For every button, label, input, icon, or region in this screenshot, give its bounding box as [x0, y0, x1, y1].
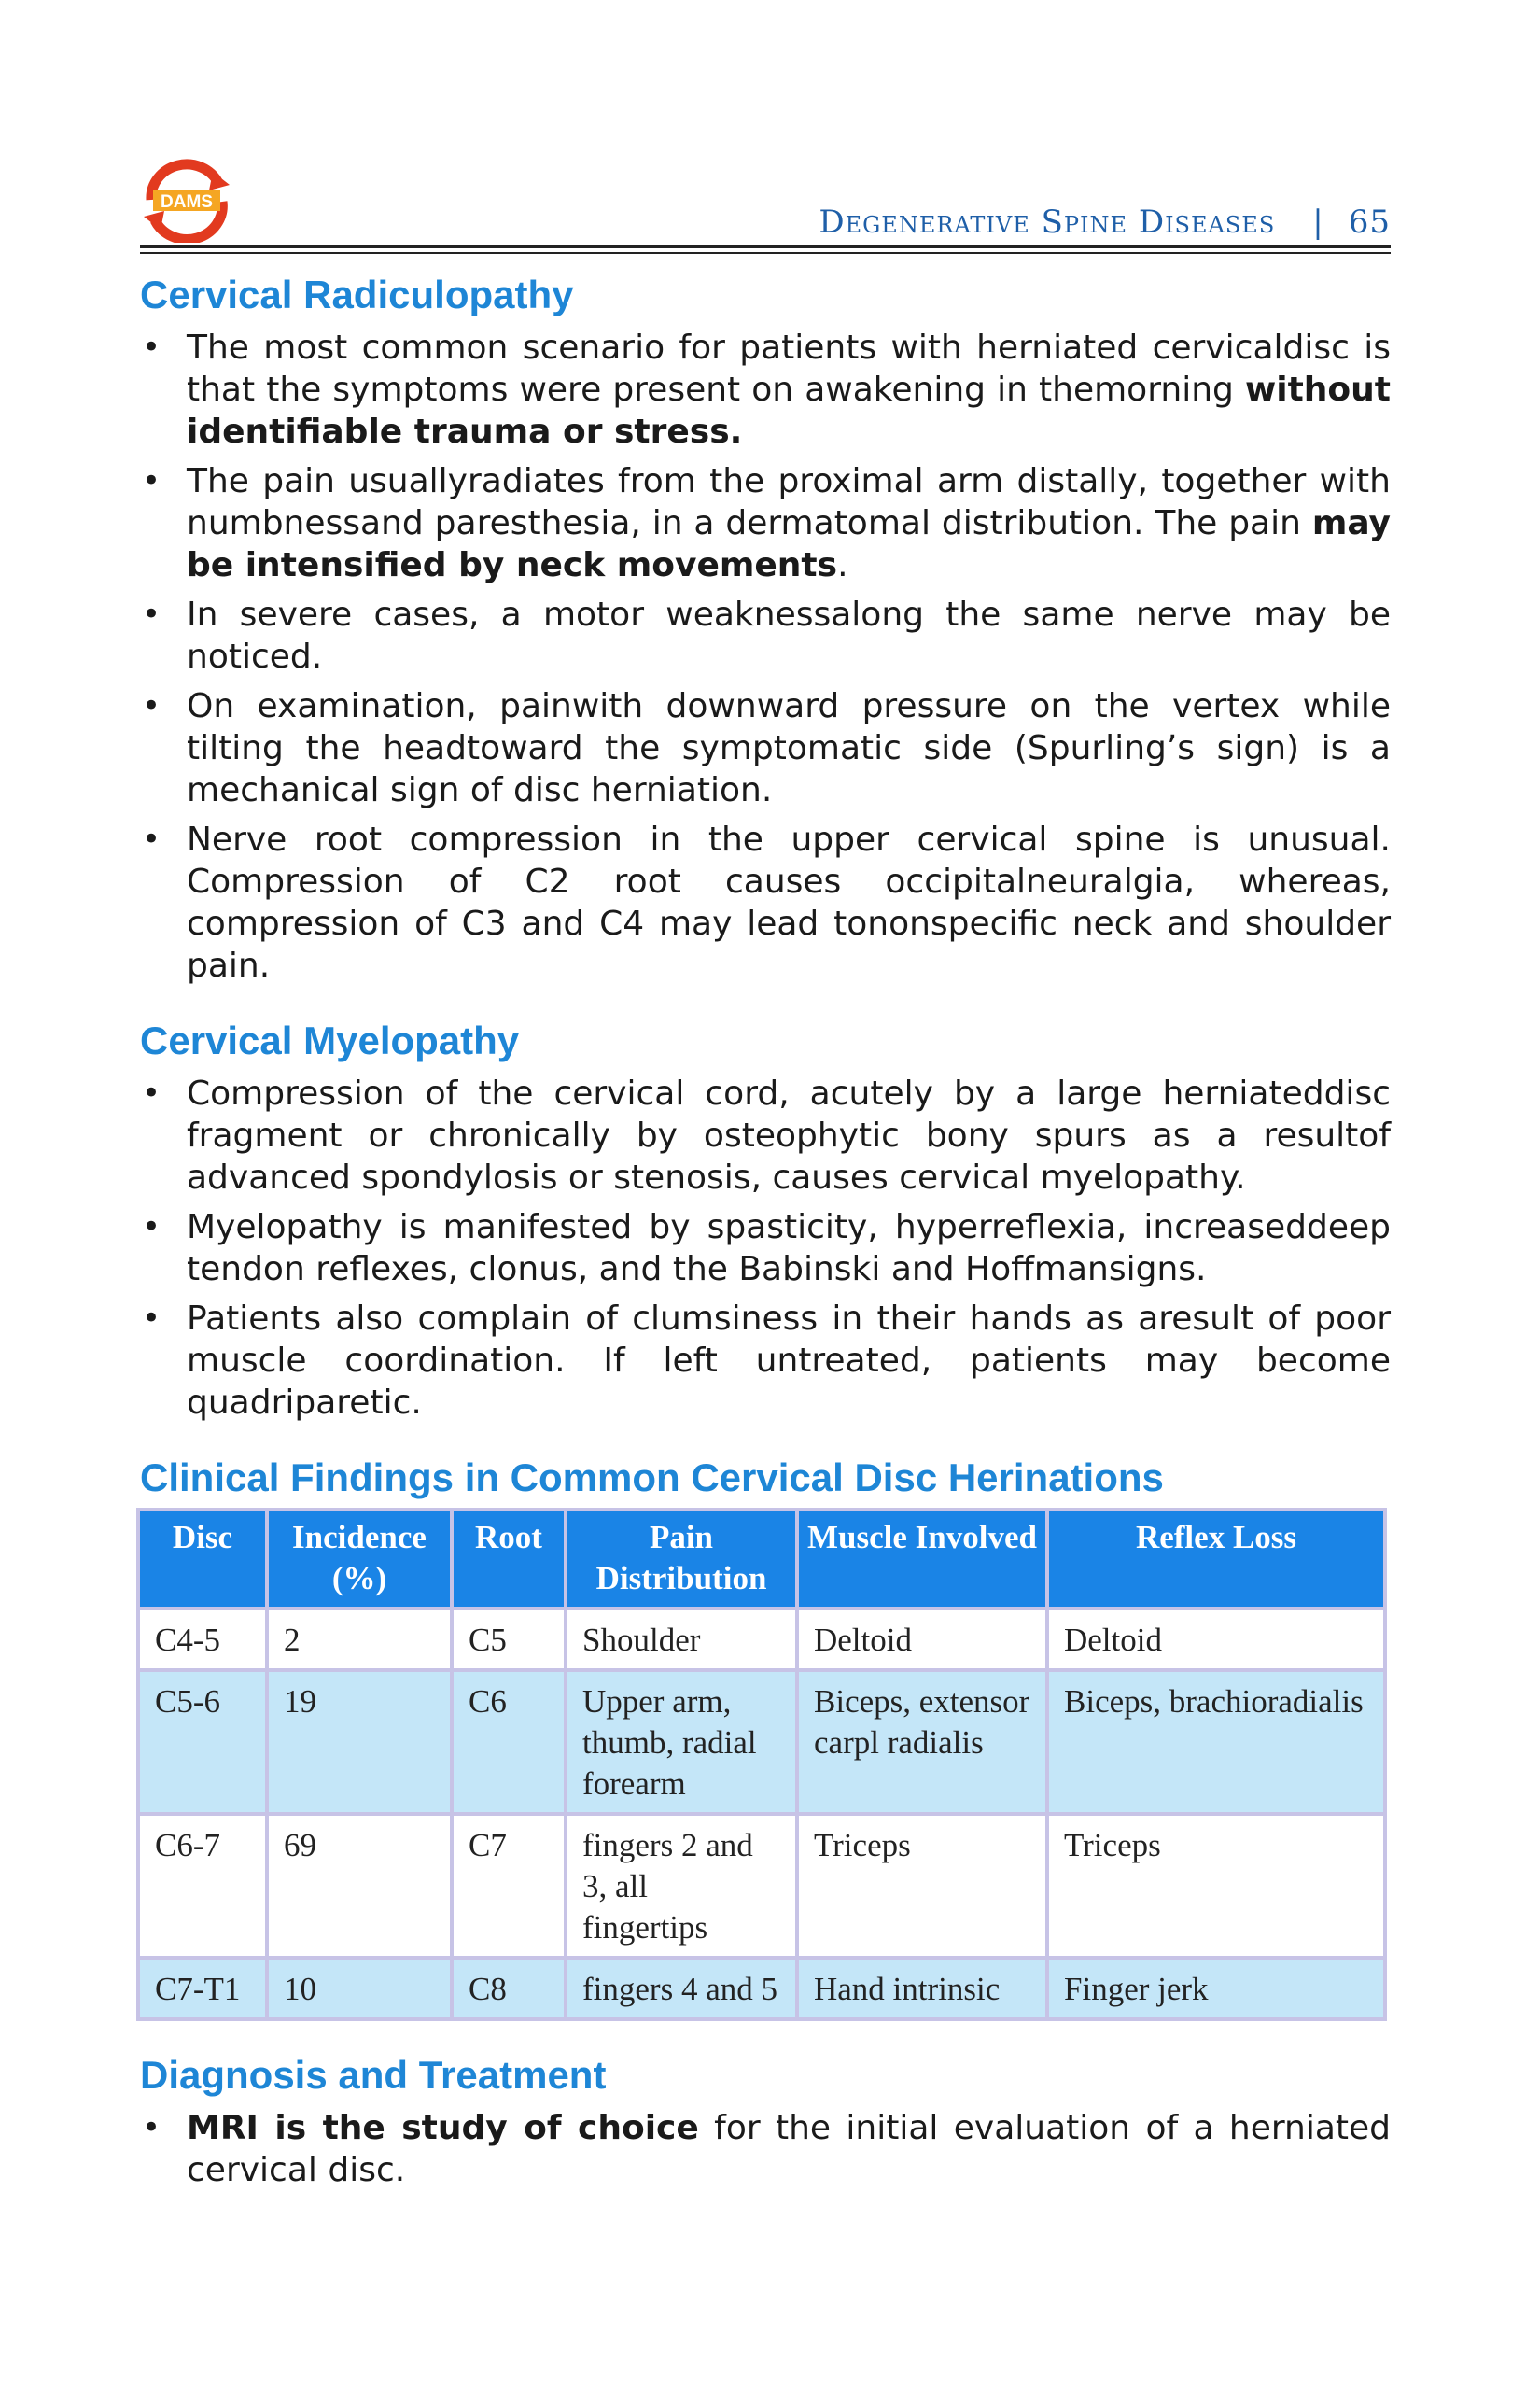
table-row: [140, 1816, 1383, 1956]
bullet-tail: .: [837, 546, 848, 584]
header-incidence: Incidence (%): [269, 1511, 450, 1607]
cell-incidence: 19: [269, 1672, 450, 1812]
bullet-text: In severe cases, a motor weaknessalong the same nerve may be noticed.: [187, 596, 1391, 676]
separator: |: [1312, 204, 1324, 241]
list-item: [140, 1073, 1391, 1199]
cell-disc: C4-5: [140, 1610, 265, 1668]
page-number: 65: [1348, 204, 1391, 241]
bullet-text: Myelopathy is manifested by spasticity, hyperreflexia, increaseddeep tendon reflexes, clonus, and the Babinski and Hoffmansigns.: [187, 1208, 1391, 1288]
cell-pain: Shoulder: [567, 1610, 795, 1668]
header-rule-thin: [140, 252, 1391, 254]
cell-incidence: 10: [269, 1960, 450, 2017]
bullet-text: The pain usuallyradiates from the proximal arm distally, together with numbnessand paresthesia, in a dermatomal distribution. The pain: [187, 462, 1391, 542]
cell-muscle: Biceps, extensor carpl radialis: [799, 1672, 1045, 1812]
cell-muscle: Deltoid: [799, 1610, 1045, 1668]
cell-disc: C6-7: [140, 1816, 265, 1956]
diagnosis-list: [140, 2107, 1391, 2191]
bullet-bold: MRI is the study of choice: [187, 2109, 699, 2147]
bullet-bold: without identifiable trauma or stress.: [187, 371, 1391, 451]
header-rule: [140, 245, 1391, 248]
cell-incidence: 69: [269, 1816, 450, 1956]
bullet-text: The most common scenario for patients with herniated cervicaldisc is that the symptoms were present on awakening in themorning: [187, 329, 1391, 409]
section-title-radiculopathy: Cervical Radiculopathy: [140, 273, 574, 316]
cell-root: C7: [454, 1816, 564, 1956]
list-item: [140, 327, 1391, 453]
list-item: [140, 1298, 1391, 1424]
table-row: [140, 1960, 1383, 2017]
header-muscle-involved: Muscle Involved: [799, 1511, 1045, 1607]
table-header-row: [140, 1511, 1383, 1607]
list-item: [140, 460, 1391, 586]
cell-pain: fingers 4 and 5: [567, 1960, 795, 2017]
header-disc: Disc: [140, 1511, 265, 1607]
myelopathy-list: [140, 1073, 1391, 1424]
list-item: [140, 1206, 1391, 1290]
cell-reflex: Biceps, brachioradialis: [1049, 1672, 1383, 1812]
bullet-text: Compression of the cervical cord, acutely by a large herniateddisc fragment or chronically by osteophytic bony spurs as a resultof advanced spondylosis or stenosis, causes cervical myelopathy.: [187, 1075, 1391, 1197]
cell-pain: fingers 2 and 3, all fingertips: [567, 1816, 795, 1956]
page-content: [140, 269, 1391, 2199]
table-row: [140, 1610, 1383, 1668]
list-item: [140, 819, 1391, 987]
bullet-text: Patients also complain of clumsiness in their hands as aresult of poor muscle coordination. If left untreated, patients may become quadriparetic.: [187, 1300, 1391, 1422]
cell-root: C6: [454, 1672, 564, 1812]
dams-logo: [140, 159, 233, 243]
logo-text: DAMS: [161, 192, 213, 212]
cell-reflex: Finger jerk: [1049, 1960, 1383, 2017]
header-root: Root: [454, 1511, 564, 1607]
cell-muscle: Hand intrinsic: [799, 1960, 1045, 2017]
cell-pain: Upper arm, thumb, radial forearm: [567, 1672, 795, 1812]
header-pain-distribution: Pain Distribution: [567, 1511, 795, 1607]
radiculopathy-list: [140, 327, 1391, 987]
bullet-text: Nerve root compression in the upper cervical spine is unusual. Compression of C2 root causes occipitalneuralgia, whereas, compression of C3 and C4 may lead tononspecific neck and shoulder pain.: [187, 821, 1391, 985]
list-item: [140, 685, 1391, 811]
section-title-myelopathy: Cervical Myelopathy: [140, 1019, 520, 1062]
bullet-text: On examination, painwith downward pressure on the vertex while tilting the headtoward the symptomatic side (Spurling’s sign) is a mechanical sign of disc herniation.: [187, 687, 1391, 809]
cell-root: C8: [454, 1960, 564, 2017]
cell-root: C5: [454, 1610, 564, 1668]
table-title: Clinical Findings in Common Cervical Disc Herinations: [140, 1455, 1164, 1499]
page-header: [140, 159, 1391, 252]
cell-reflex: Triceps: [1049, 1816, 1383, 1956]
list-item: [140, 2107, 1391, 2191]
header-reflex-loss: Reflex Loss: [1049, 1511, 1383, 1607]
list-item: [140, 594, 1391, 678]
cell-reflex: Deltoid: [1049, 1610, 1383, 1668]
section-title-diagnosis: Diagnosis and Treatment: [140, 2053, 607, 2097]
running-title: Degenerative Spine Diseases: [819, 204, 1276, 241]
cell-disc: C7-T1: [140, 1960, 265, 2017]
cell-incidence: 2: [269, 1610, 450, 1668]
cell-disc: C5-6: [140, 1672, 265, 1812]
cell-muscle: Triceps: [799, 1816, 1045, 1956]
bullet-text: for the initial evaluation of a herniated cervical disc.: [187, 2109, 1392, 2189]
table-row: [140, 1672, 1383, 1812]
running-head: [819, 204, 1391, 241]
findings-table: [136, 1508, 1387, 2021]
bullet-bold: may be intensified by neck movements: [187, 504, 1391, 584]
